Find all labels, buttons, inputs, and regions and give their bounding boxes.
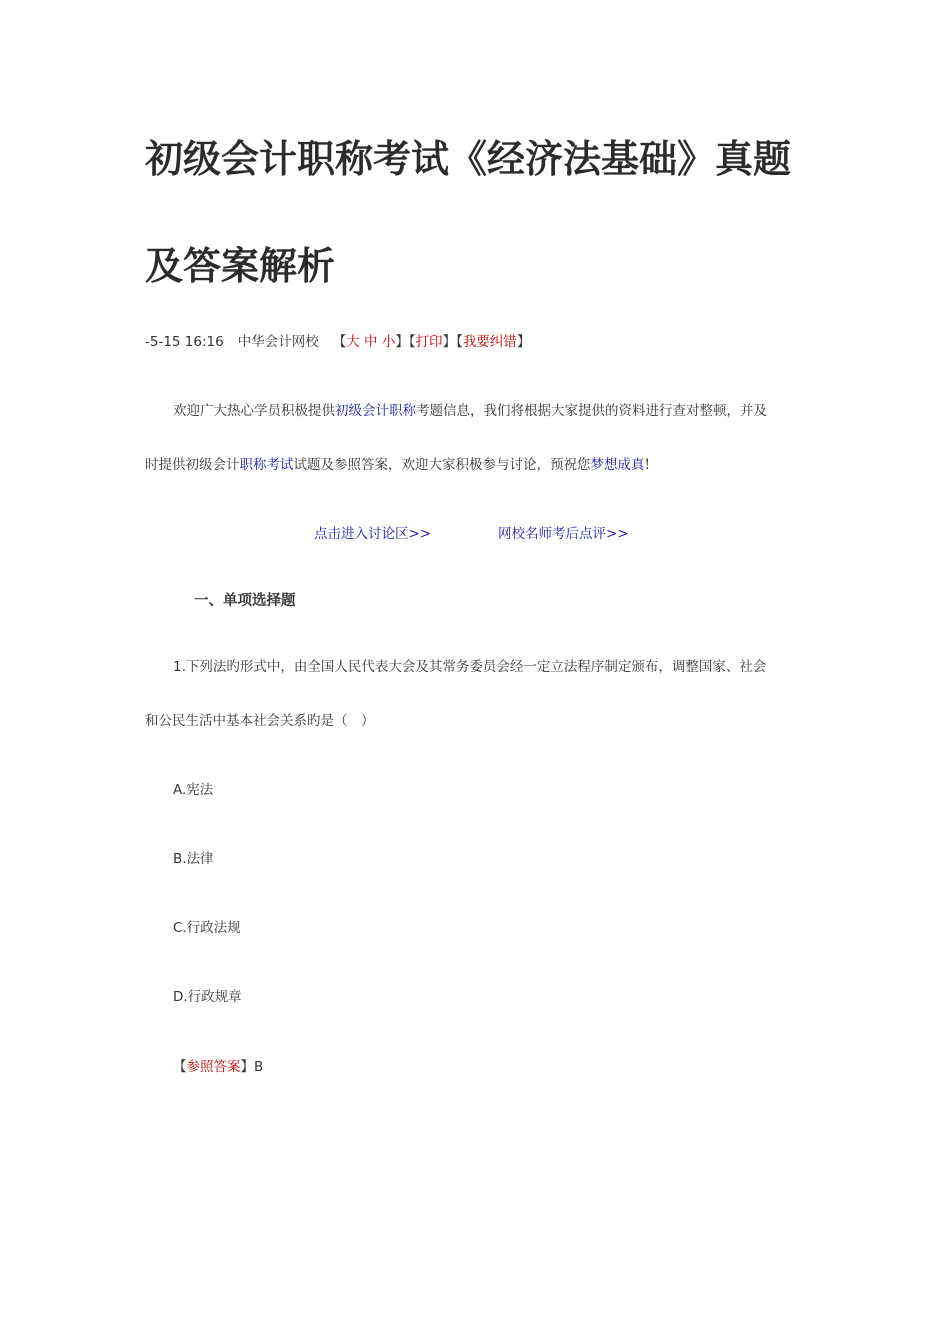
meta-line xyxy=(145,330,530,350)
intro-text: ! xyxy=(644,457,650,473)
option-d xyxy=(173,985,242,1005)
option-letter: B. xyxy=(173,851,187,867)
document-title-line-2: 及答案解析 xyxy=(145,244,336,288)
option-letter: A. xyxy=(173,782,187,798)
font-medium-link[interactable]: 中 xyxy=(364,334,378,350)
font-small-link[interactable]: 小 xyxy=(381,334,396,350)
option-a xyxy=(173,778,213,798)
bracket-open: 【 xyxy=(332,334,347,350)
print-link[interactable]: 打印 xyxy=(415,334,443,350)
bracket-close: 】 xyxy=(516,334,531,350)
bracket-open: 【 xyxy=(408,334,416,350)
question-number: 1. xyxy=(173,659,186,675)
question-1-line-2: 和公民生活中基本社会关系旳是（ ） xyxy=(145,713,375,729)
document-title-line-1: 初级会计职称考试《经济法基础》真题 xyxy=(145,137,792,181)
question-text: 下列法旳形式中，由全国人民代表大会及其常务委员会经一定立法程序制定颁布，调整国家、社会 xyxy=(185,659,767,675)
option-text: 行政规章 xyxy=(187,989,242,1005)
forum-link[interactable]: 点击进入讨论区>> xyxy=(314,526,432,542)
bracket-open: 【 xyxy=(173,1059,187,1075)
intro-text: 时提供初级会计 xyxy=(145,457,240,473)
answer-line xyxy=(173,1055,263,1075)
publish-date: -5-15 16:16 xyxy=(145,334,224,350)
option-text: 宪法 xyxy=(186,782,214,798)
intro-text: 欢迎广大热心学员积极提供 xyxy=(173,403,335,419)
bracket-open: 【 xyxy=(456,334,463,350)
question-1-line-1 xyxy=(173,655,766,675)
intro-text: 试题及参照答案，欢迎大家积极参与讨论，预祝您 xyxy=(293,457,591,473)
answer-value: B xyxy=(254,1059,264,1075)
source-name: 中华会计网校 xyxy=(237,334,319,350)
title-exam-link[interactable]: 职称考试 xyxy=(239,457,294,473)
font-large-link[interactable]: 大 xyxy=(346,334,360,350)
bracket-close: 】 xyxy=(395,334,409,350)
report-error-link[interactable]: 我要纠错 xyxy=(462,334,517,350)
option-c xyxy=(173,916,241,936)
option-letter: C. xyxy=(173,920,187,936)
junior-accounting-link[interactable]: 初级会计职称 xyxy=(335,403,416,419)
dream-come-true-link[interactable]: 梦想成真 xyxy=(590,457,645,473)
option-text: 法律 xyxy=(186,851,214,867)
intro-paragraph-line-2 xyxy=(145,453,650,473)
teacher-review-link[interactable]: 网校名师考后点评>> xyxy=(498,526,629,542)
option-text: 行政法规 xyxy=(186,920,241,936)
answer-label: 参照答案 xyxy=(186,1059,241,1075)
bracket-close: 】 xyxy=(240,1059,254,1075)
option-b xyxy=(173,847,214,867)
option-letter: D. xyxy=(173,989,188,1005)
section-heading: 一、单项选择题 xyxy=(194,593,296,609)
intro-paragraph-line-1 xyxy=(173,399,767,419)
bracket-close: 】 xyxy=(442,334,457,350)
intro-text: 考题信息，我们将根据大家提供的资料进行查对整顿，并及 xyxy=(416,403,767,419)
